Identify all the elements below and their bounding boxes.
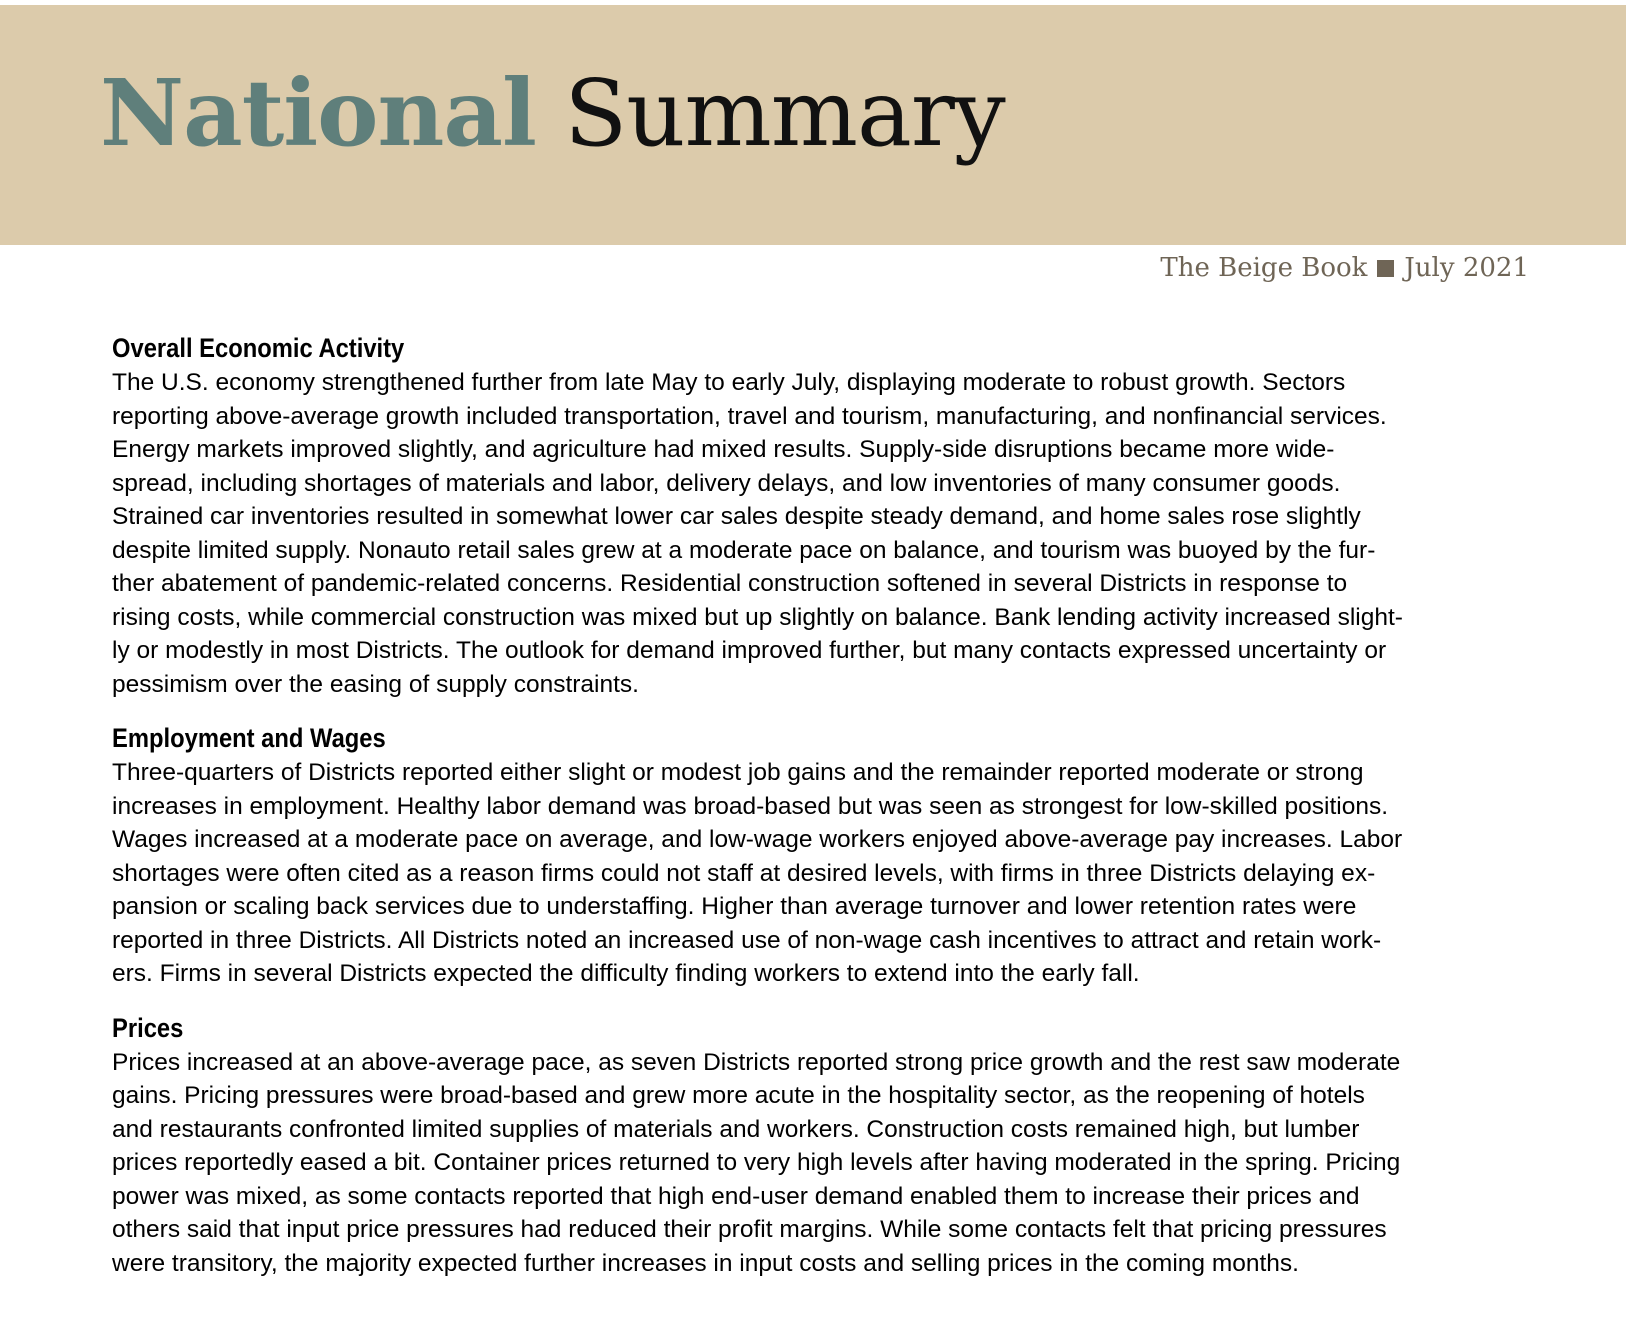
text-line: shortages were often cited as a reason firms could not staff at desired levels, with firms in three Districts delaying ex- [112,859,1376,887]
section-paragraph [112,756,1532,991]
publication-name: The Beige Book [1160,253,1368,283]
text-line: Strained car inventories resulted in somewhat lower car sales despite steady demand, and home sales rose slightly [112,503,1361,530]
text-line: power was mixed, as some contacts reported that high end-user demand enabled them to increase their prices and [112,1182,1360,1210]
text-line: and restaurants confronted limited supplies of materials and workers. Construction costs remained high, but lumber [112,1115,1360,1143]
section-paragraph [112,366,1532,701]
text-line: pansion or scaling back services due to understaffing. Higher than average turnover and lower retention rates were [112,893,1357,920]
text-line: others said that input price pressures had reduced their profit margins. While some contacts felt that pricing pressures [112,1216,1387,1243]
text-line: rising costs, while commercial construction was mixed but up slightly on balance. Bank lending activity increased slight- [112,603,1403,631]
page-title [100,59,1005,167]
title-banner [0,5,1626,245]
section-heading: Overall Economic Activity [112,333,405,363]
title-word-national: National [100,59,536,167]
summary-content [112,330,1532,1299]
square-icon [1377,260,1394,277]
text-line: were transitory, the majority expected further increases in input costs and selling prices in the coming months. [112,1249,1299,1277]
text-line: ther abatement of pandemic-related concerns. Residential construction softened in several Districts in response to [112,570,1348,597]
text-line: ly or modestly in most Districts. The outlook for demand improved further, but many contacts expressed uncertainty or [112,637,1387,664]
text-line: pessimism over the easing of supply constraints. [112,670,639,698]
publication-date: July 2021 [1404,253,1529,283]
text-line: ers. Firms in several Districts expected the difficulty finding workers to extend into the early fall. [112,960,1140,987]
section-heading: Prices [112,1012,184,1043]
text-line: despite limited supply. Nonauto retail sales grew at a moderate pace on balance, and tourism was buoyed by the fur- [112,536,1376,564]
text-line: Wages increased at a moderate pace on average, and low-wage workers enjoyed above-average pay increases. Labor [112,826,1403,853]
text-line: The U.S. economy strengthened further from late May to early July, displaying moderate to robust growth. Sectors [112,369,1346,396]
text-line: increases in employment. Healthy labor demand was broad-based but was seen as strongest for low-skilled positions. [112,792,1389,820]
section-heading: Employment and Wages [112,723,386,753]
text-line: spread, including shortages of materials and labor, delivery delays, and low inventories of many consumer goods. [112,469,1341,497]
text-line: Three-quarters of Districts reported either slight or modest job gains and the remainder reported moderate or strong [112,759,1364,786]
text-line: prices reportedly eased a bit. Container prices returned to very high levels after having moderated in the spring. Pricing [112,1149,1401,1176]
publication-line [1160,253,1529,283]
section-employment-and-wages [112,720,1532,991]
text-line: Prices increased at an above-average pace, as seven Districts reported strong price growth and the rest saw moderate [112,1048,1401,1076]
section-overall-economic-activity [112,330,1532,701]
section-paragraph [112,1046,1532,1281]
section-prices [112,1010,1532,1281]
title-word-summary: Summary [564,60,1005,167]
text-line: reported in three Districts. All Districts noted an increased use of non-wage cash incentives to attract and retain work- [112,926,1382,954]
text-line: reporting above-average growth included transportation, travel and tourism, manufacturing, and nonfinancial services. [112,402,1387,430]
text-line: gains. Pricing pressures were broad-based and grew more acute in the hospitality sector, as the reopening of hotels [112,1082,1365,1109]
text-line: Energy markets improved slightly, and agriculture had mixed results. Supply-side disruptions became more wide- [112,436,1335,463]
